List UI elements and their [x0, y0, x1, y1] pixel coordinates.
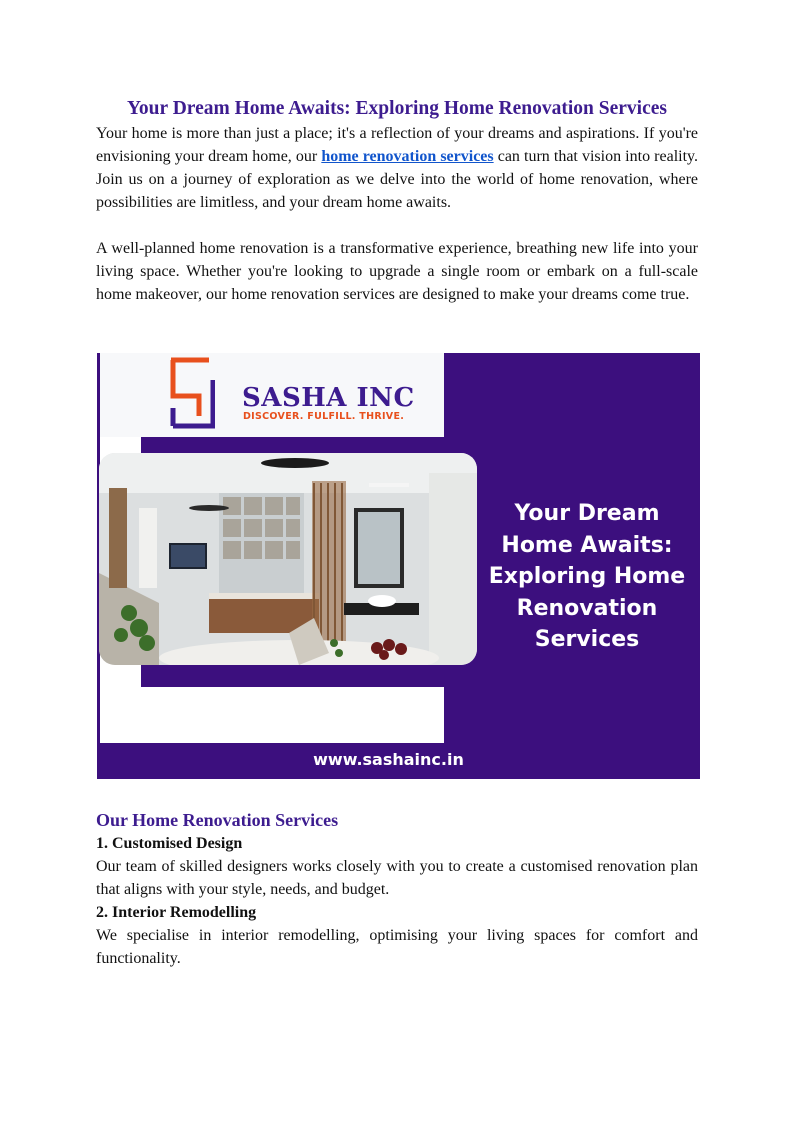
sasha-logo-icon: [169, 356, 215, 430]
banner-heading: Your Dream Home Awaits: Exploring Home Renovation Services: [488, 501, 686, 652]
intro-text-start: Your home is more than just a place; it's a reflection of your dreams and aspirations. If you're envisioning your dream home, our: [96, 125, 698, 165]
service-item-text: We specialise in interior remodelling, optimising your living spaces for comfort and functionality.: [96, 927, 698, 967]
second-paragraph: A well-planned home renovation is a transformative experience, breathing new life into your living space. Whether you're looking to upgrade a single room or embark on a full-scale home makeover, our home renovation services are designed to make your dreams come true.: [96, 240, 698, 303]
intro-text-end: can turn that vision into reality. Join us on a journey of exploration as we delve into the world of home renovation, where possibilities are limitless, and your dream home awaits.: [96, 148, 698, 211]
service-item-title: 1. Customised Design: [96, 835, 243, 852]
services-heading: Our Home Renovation Services: [96, 810, 339, 830]
promo-banner: [97, 353, 700, 779]
page-title: Your Dream Home Awaits: Exploring Home Renovation Services: [127, 98, 667, 119]
article-intro: [96, 96, 698, 306]
service-item-text: Our team of skilled designers works closely with you to create a customised renovation plan that aligns with your style, needs, and budget.: [96, 858, 698, 898]
services-section: [96, 808, 698, 970]
brand-name: SASHA INC: [242, 383, 415, 413]
service-item-title: 2. Interior Remodelling: [96, 904, 257, 921]
interior-photo-icon: [99, 453, 477, 665]
intro-paragraph: [96, 122, 698, 214]
brand-tagline: DISCOVER. FULFILL. THRIVE.: [243, 411, 405, 422]
banner-url-text: www.sashainc.in: [313, 750, 464, 769]
home-renovation-services-link[interactable]: home renovation services: [321, 148, 494, 165]
banner-website-url: [97, 750, 680, 769]
